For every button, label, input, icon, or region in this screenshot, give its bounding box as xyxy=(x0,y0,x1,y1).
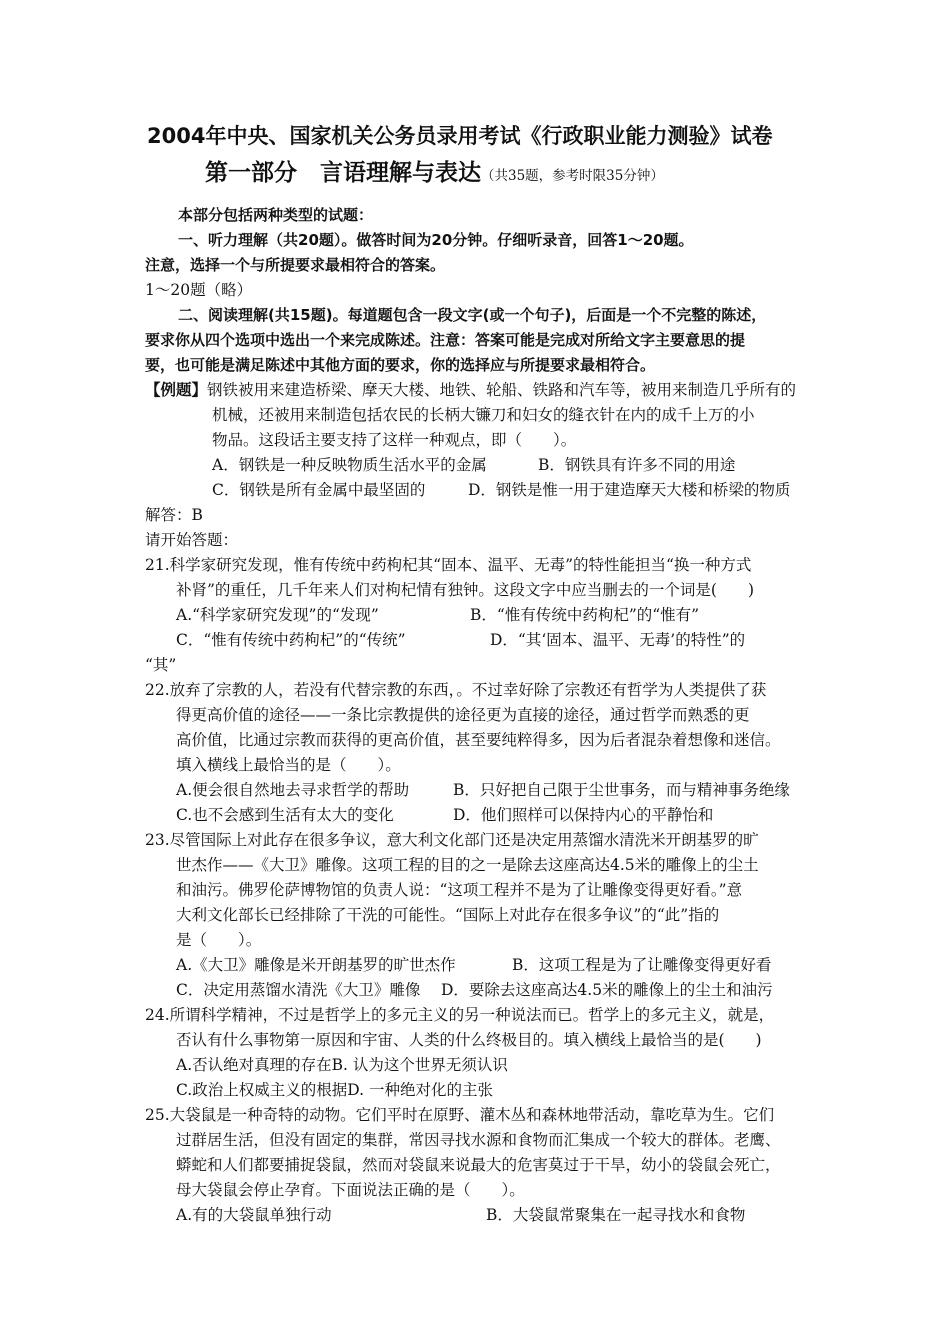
q22-option-b: B．只好把自己限于尘世事务，而与精神事务绝缘 xyxy=(453,781,790,799)
example-option-d: D．钢铁是惟一用于建造摩天大楼和桥梁的物质 xyxy=(468,481,791,499)
example-line-2: 机械，还被用来制造包括农民的长柄大镰刀和妇女的缝衣针在内的成千上万的小 xyxy=(212,406,755,424)
q21-option-c: C．“惟有传统中药枸杞”的“传统” xyxy=(176,631,406,649)
q22-line-4: 填入横线上最恰当的是（ ）。 xyxy=(176,756,401,774)
q21-option-d: D．“其‘固本、温平、无毒’的特性”的 xyxy=(490,631,746,649)
q25-line-1: 25.大袋鼠是一种奇特的动物。它们平时在原野、灌木丛和森林地带活动，靠吃草为生。它们 xyxy=(145,1106,775,1124)
q23-line-3: 和油污。佛罗伦萨博物馆的负责人说：“这项工程并不是为了让雕像变得更好看。”意 xyxy=(176,881,743,899)
q25-option-a: A.有的大袋鼠单独行动 xyxy=(176,1206,332,1224)
part-note: （共35题，参考时限35分钟） xyxy=(481,168,664,184)
q21-option-d-cont: “其” xyxy=(145,656,177,674)
start-instruction: 请开始答题： xyxy=(145,531,239,549)
example-text-1: 钢铁被用来建造桥梁、摩天大楼、地铁、轮船、铁路和汽车等，被用来制造几乎所有的 xyxy=(207,381,797,399)
q25-line-3: 蟒蛇和人们都要捕捉袋鼠，然而对袋鼠来说最大的危害莫过于干旱，幼小的袋鼠会死亡， xyxy=(176,1156,781,1174)
q23-line-5: 是（ ）。 xyxy=(176,931,262,949)
example-line-3: 物品。这段话主要支持了这样一种观点，即（ ）。 xyxy=(212,431,577,449)
intro-line-2: 一、听力理解（共20题）。做答时间为20分钟。仔细听录音，回答1～20题。 xyxy=(178,231,694,249)
q25-option-b: B．大袋鼠常聚集在一起寻找水和食物 xyxy=(486,1206,746,1224)
example-option-b: B．钢铁具有许多不同的用途 xyxy=(538,456,736,474)
part-heading xyxy=(205,160,664,186)
q23-option-d: D．要除去这座高达4.5米的雕像上的尘土和油污 xyxy=(441,981,773,999)
q24-line-1: 24.所谓科学精神，不过是哲学上的多元主义的另一种说法而已。哲学上的多元主义，就是， xyxy=(145,1006,775,1024)
example-answer: 解答：B xyxy=(145,506,203,524)
example-line-1 xyxy=(145,380,796,400)
q22-line-1: 22.放弃了宗教的人，若没有代替宗教的东西，。不过幸好除了宗教还有哲学为人类提供了获 xyxy=(145,681,767,699)
exam-title: 2004年中央、国家机关公务员录用考试《行政职业能力测验》试卷 xyxy=(147,124,773,148)
example-option-c: C．钢铁是所有金属中最坚固的 xyxy=(212,481,426,499)
q22-option-d: D．他们照样可以保持内心的平静怡和 xyxy=(453,806,714,824)
q22-option-c: C.也不会感到生活有太大的变化 xyxy=(176,806,394,824)
q24-options-cd: C.政治上权威主义的根据D. 一种绝对化的主张 xyxy=(176,1081,493,1099)
q22-option-a: A.便会很自然地去寻求哲学的帮助 xyxy=(176,781,410,799)
q25-line-2: 过群居生活，但没有固定的集群，常因寻找水源和食物而汇集成一个较大的群体。老鹰、 xyxy=(176,1131,781,1149)
q21-line-1: 21.科学家研究发现，惟有传统中药枸杞其“固本、温平、无毒”的特性能担当“换一种方式 xyxy=(145,556,752,574)
intro-line-3: 注意，选择一个与所提要求最相符合的答案。 xyxy=(145,256,446,274)
q23-line-1: 23.尽管国际上对此存在很多争议，意大利文化部门还是决定用蒸馏水清洗米开朗基罗的旷 xyxy=(145,831,759,849)
q22-line-2: 得更高价值的途径——一条比宗教提供的途径更为直接的途径，通过哲学而熟悉的更 xyxy=(176,706,750,724)
intro-line-6: 要求你从四个选项中选出一个来完成陈述。注意：答案可能是完成对所给文字主要意思的提 xyxy=(145,331,746,349)
intro-line-1: 本部分包括两种类型的试题： xyxy=(178,206,374,224)
example-label: 【例题】 xyxy=(145,381,208,399)
q24-options-ab: A.否认绝对真理的存在B. 认为这个世界无须认识 xyxy=(176,1056,508,1074)
q21-option-b: B．“惟有传统中药枸杞”的“惟有” xyxy=(470,606,700,624)
q23-line-2: 世杰作——《大卫》雕像。这项工程的目的之一是除去这座高达4.5米的雕像上的尘土 xyxy=(176,856,759,874)
intro-line-5: 二、阅读理解(共15题)。每道题包含一段文字(或一个句子)，后面是一个不完整的陈述， xyxy=(178,306,767,324)
intro-line-7: 要，也可能是满足陈述中其他方面的要求，你的选择应与所提要求最相符合。 xyxy=(145,356,656,374)
q24-line-2: 否认有什么事物第一原因和宇宙、人类的什么终极目的。填入横线上最恰当的是( ) xyxy=(176,1031,762,1049)
q23-option-b: B．这项工程是为了让雕像变得更好看 xyxy=(512,956,772,974)
q22-line-3: 高价值，比通过宗教而获得的更高价值，甚至要纯粹得多，因为后者混杂着想像和迷信。 xyxy=(176,731,781,749)
example-option-a: A．钢铁是一种反映物质生活水平的金属 xyxy=(212,456,487,474)
q25-line-4: 母大袋鼠会停止孕育。下面说法正确的是（ ）。 xyxy=(176,1181,525,1199)
q23-option-c: C．决定用蒸馏水清洗《大卫》雕像 xyxy=(176,981,421,999)
q21-line-2: 补肾”的重任，几千年来人们对枸杞情有独钟。这段文字中应当删去的一个词是( ) xyxy=(176,581,755,599)
part-heading-text: 第一部分 言语理解与表达 xyxy=(205,160,481,186)
intro-line-4: 1～20题（略） xyxy=(145,281,253,299)
q23-option-a: A.《大卫》雕像是米开朗基罗的旷世杰作 xyxy=(176,956,456,974)
q23-line-4: 大利文化部长已经排除了干洗的可能性。“国际上对此存在很多争议”的“此”指的 xyxy=(176,906,720,924)
q21-option-a: A.“科学家研究发现”的“发现” xyxy=(176,606,379,624)
